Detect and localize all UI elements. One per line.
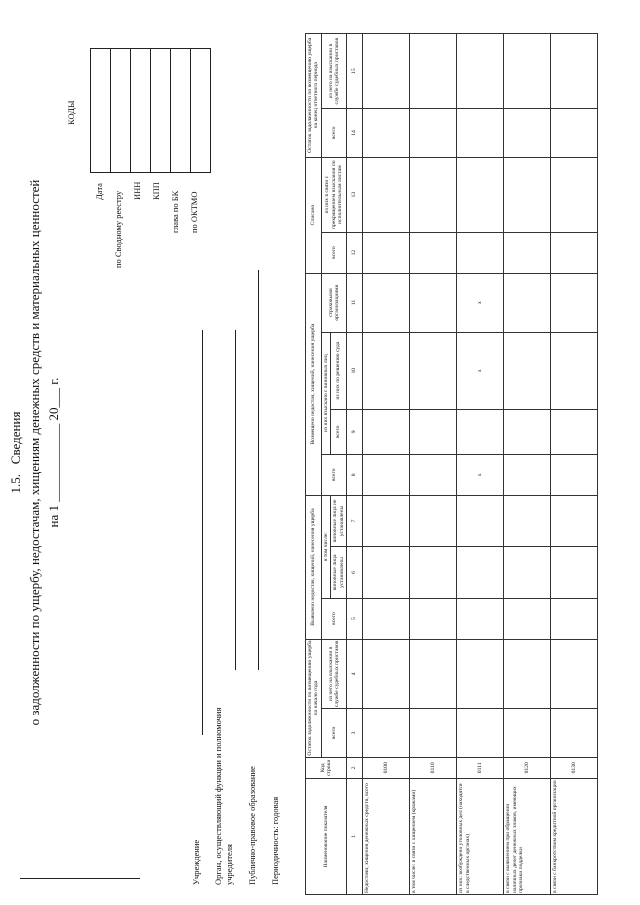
col-guilty-established: виновные лица установлены (331, 547, 347, 599)
data-cell[interactable] (410, 157, 457, 232)
col-number: 3 (347, 709, 363, 757)
data-cell[interactable] (457, 232, 504, 273)
row-label: из них: возбуждено уголовных дел (находятся в следственных органах) (457, 779, 504, 895)
data-cell[interactable] (410, 639, 457, 709)
report-date-line: на 1 ____________ 20___ г. (46, 377, 61, 528)
x-mark: x (457, 273, 504, 332)
col-compensation: Возмещено недостач, хищений, нанесения ущерба (306, 273, 322, 495)
code-cell[interactable] (171, 49, 191, 173)
data-cell[interactable] (410, 495, 457, 547)
data-cell[interactable] (410, 547, 457, 599)
data-cell[interactable] (504, 709, 551, 757)
report-subtitle: о задолженности по ущербу, недостачам, хищениям денежных средств и материальных ценностей (27, 179, 42, 726)
glava-bk-label: глава по БК (170, 190, 180, 233)
data-cell[interactable] (551, 157, 598, 232)
date-label: Дата (94, 183, 104, 200)
data-cell[interactable] (504, 157, 551, 232)
data-cell[interactable] (410, 454, 457, 495)
data-cell[interactable] (504, 409, 551, 454)
data-cell[interactable] (551, 709, 598, 757)
data-cell[interactable] (504, 273, 551, 332)
data-cell[interactable] (363, 547, 410, 599)
codes-table (90, 48, 211, 173)
col-total: всего (331, 409, 347, 454)
col-total: всего (321, 709, 346, 757)
x-mark: x (457, 454, 504, 495)
col-number: 5 (347, 598, 363, 639)
row-code: 0100 (363, 757, 410, 778)
col-end-balance: Остаток задолженности по возмещению ущерба на конец отчетного периода (306, 34, 322, 158)
col-number: 13 (347, 157, 363, 232)
col-line-code: Код строки (306, 757, 347, 778)
col-start-balance: Остаток задолженности по возмещению ущерба на начало года (307, 640, 320, 756)
data-cell[interactable] (410, 232, 457, 273)
col-indicator-name: Наименование показателя (306, 779, 347, 895)
data-cell[interactable] (551, 547, 598, 599)
col-number: 11 (347, 273, 363, 332)
data-cell[interactable] (551, 273, 598, 332)
row-code: 0120 (504, 757, 551, 778)
data-cell[interactable] (551, 109, 598, 157)
data-cell[interactable] (551, 598, 598, 639)
col-bailiff: из него на взыскании в службе судебных приставов (321, 639, 346, 709)
col-number: 10 (347, 332, 363, 409)
col-total: всего (321, 454, 346, 495)
data-cell[interactable] (363, 273, 410, 332)
founder-field-line[interactable] (235, 330, 236, 670)
data-cell[interactable] (457, 495, 504, 547)
row-code: 0111 (457, 757, 504, 778)
data-cell[interactable] (457, 157, 504, 232)
data-cell[interactable] (410, 34, 457, 109)
public-entity-label: Публично-правовое образование (247, 766, 257, 885)
data-cell[interactable] (457, 409, 504, 454)
col-number: 8 (347, 454, 363, 495)
data-cell[interactable] (363, 34, 410, 109)
code-cell[interactable] (91, 49, 111, 173)
data-cell[interactable] (457, 709, 504, 757)
data-cell[interactable] (551, 495, 598, 547)
data-cell[interactable] (410, 109, 457, 157)
col-number: 1 (347, 779, 363, 895)
col-number: 15 (347, 34, 363, 109)
data-cell[interactable] (504, 495, 551, 547)
col-written-off: Списано (306, 157, 322, 273)
founder-label-2: учредителя (224, 844, 234, 885)
col-number: 12 (347, 232, 363, 273)
founder-label-1: Орган, осуществляющий функции и полномочия (213, 707, 223, 885)
svodny-reestr-label: по Сводному реестру (113, 190, 123, 268)
col-by-court: из них по решению суда (331, 332, 347, 409)
data-cell[interactable] (551, 34, 598, 109)
data-cell[interactable] (363, 232, 410, 273)
col-termination: из них в связи с прекращением взыскания по исполнительным листам (321, 157, 346, 232)
data-cell[interactable] (363, 495, 410, 547)
data-cell[interactable] (504, 598, 551, 639)
data-cell[interactable] (504, 34, 551, 109)
col-number: 6 (347, 547, 363, 599)
code-cell[interactable] (151, 49, 171, 173)
row-label: в связи с банкротством кредитной организации (551, 779, 598, 895)
data-cell[interactable] (457, 598, 504, 639)
col-guilty-not-established: виновные лица не установлены (331, 495, 347, 547)
inn-label: ИНН (132, 181, 142, 200)
data-cell[interactable] (457, 34, 504, 109)
data-cell[interactable] (457, 109, 504, 157)
data-cell[interactable] (504, 547, 551, 599)
data-cell[interactable] (551, 232, 598, 273)
code-cell[interactable] (191, 49, 211, 173)
col-bailiff: из него на взыскании в службе судебных приставов (321, 34, 346, 109)
codes-header: КОДЫ (66, 100, 76, 125)
data-cell[interactable] (551, 409, 598, 454)
public-entity-field-line[interactable] (258, 270, 259, 670)
col-number: 14 (347, 109, 363, 157)
data-cell[interactable] (504, 232, 551, 273)
institution-label: Учреждение (191, 839, 201, 885)
col-number: 2 (347, 757, 363, 778)
data-cell[interactable] (410, 598, 457, 639)
periodicity-label: Периодичность: годовая (270, 796, 280, 885)
col-total: всего (321, 109, 346, 157)
data-cell[interactable] (504, 109, 551, 157)
data-cell[interactable] (551, 454, 598, 495)
data-cell[interactable] (457, 639, 504, 709)
data-cell[interactable] (410, 409, 457, 454)
col-from-guilty: из них взыскано с виновных лиц (321, 332, 330, 454)
col-number: 9 (347, 409, 363, 454)
row-code: 0130 (551, 757, 598, 778)
data-cell[interactable] (551, 639, 598, 709)
section-number-title: 1.5. Сведения (8, 411, 23, 494)
col-total: всего (321, 232, 346, 273)
data-cell[interactable] (551, 332, 598, 409)
data-cell[interactable] (410, 332, 457, 409)
data-cell[interactable] (363, 598, 410, 639)
code-cell[interactable] (111, 49, 131, 173)
data-cell[interactable] (363, 639, 410, 709)
damage-debt-table (305, 33, 598, 895)
col-revealed: Выявлено недостач, хищений, нанесения ущерба (306, 495, 322, 639)
data-cell[interactable] (504, 454, 551, 495)
oktmo-label: по ОКТМО (189, 191, 199, 233)
data-cell[interactable] (363, 157, 410, 232)
data-cell[interactable] (410, 273, 457, 332)
data-cell[interactable] (410, 709, 457, 757)
code-cell[interactable] (131, 49, 151, 173)
row-label: Недостачи, хищения денежных средств, всего (363, 779, 410, 895)
col-total: всего (321, 598, 346, 639)
col-insurance: страховыми организациями (321, 273, 346, 332)
kpp-label: КПП (151, 182, 161, 200)
row-label: в связи с выявлением при обращении наличных денег денежных знаков, имеющих признаки подделки (504, 779, 551, 895)
data-cell[interactable] (504, 332, 551, 409)
data-cell[interactable] (363, 454, 410, 495)
institution-field-line[interactable] (202, 330, 203, 735)
data-cell[interactable] (363, 709, 410, 757)
col-number: 4 (347, 639, 363, 709)
row-label: в том числе: в связи с хищением (кражами) (410, 779, 457, 895)
col-including: в том числе: (321, 495, 330, 598)
data-cell[interactable] (504, 639, 551, 709)
x-mark: x (457, 332, 504, 409)
row-code: 0110 (410, 757, 457, 778)
data-cell[interactable] (457, 547, 504, 599)
data-cell[interactable] (363, 332, 410, 409)
col-number: 7 (347, 495, 363, 547)
data-cell[interactable] (363, 409, 410, 454)
data-cell[interactable] (363, 109, 410, 157)
